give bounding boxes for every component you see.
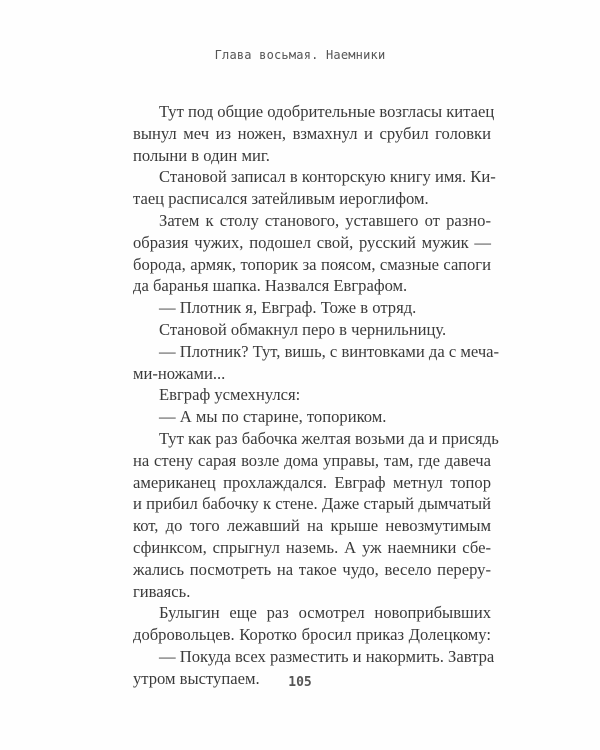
text-line: образия чужих, подошел свой, русский мужик — [133,232,491,252]
text-line: — Покуда всех разместить и накормить. Завтра [159,646,495,666]
text-line: добровольцев. Коротко бросил приказ Долецкому: [133,625,491,645]
text-line: Тут под общие одобрительные возгласы китаец [159,102,495,121]
text-line: — Плотник я, Евграф. Тоже в отряд. [159,298,417,318]
text-line: да баранья шапка. Назвался Евграфом. [133,276,408,296]
text-line: Булыгин еще раз осмотрел новоприбывших [159,603,491,623]
text-line: сфинксом, спрыгнул наземь. А уж наемники сбе- [133,537,491,557]
text-line: Становой обмакнул перо в чернильницу. [159,319,447,339]
text-line: на стену сарая возле дома управы, там, где давеча [133,450,491,470]
text-line: вынул меч из ножен, взмахнул и срубил головки [133,123,491,143]
text-line: Становой записал в конторскую книгу имя. Ки- [159,167,496,187]
text-line: американец прохлаждался. Евграф метнул топор [133,472,491,492]
text-line: борода, армяк, топорик за поясом, смазные сапоги [133,254,491,274]
text-line: гиваясь. [133,581,191,601]
text-line: полыни в один миг. [133,145,270,165]
text-line: утром выступаем. [133,668,260,688]
page-number: 105 [288,675,312,690]
text-line: Затем к столу станового, уставшего от разно- [159,210,491,230]
text-line: и прибил бабочку к стене. Даже старый дымчатый [133,494,491,514]
text-line: Тут как раз бабочка желтая возьми да и присядь [159,428,499,448]
text-line: таец расписался затейливым иероглифом. [133,189,429,209]
text-line: кот, до того лежавший на крыше невозмутимым [133,516,491,536]
running-head-title: Глава восьмая. Наемники [214,48,386,62]
text-line: ми-ножами... [133,363,226,383]
text-line: жались посмотреть на такое чудо, весело переру- [133,559,491,579]
text-line: — Плотник? Тут, вишь, с винтовками да с меча- [159,341,500,361]
text-line: Евграф усмехнулся: [159,385,301,405]
text-line: — А мы по старине, топориком. [159,407,387,427]
body-text [133,101,500,690]
